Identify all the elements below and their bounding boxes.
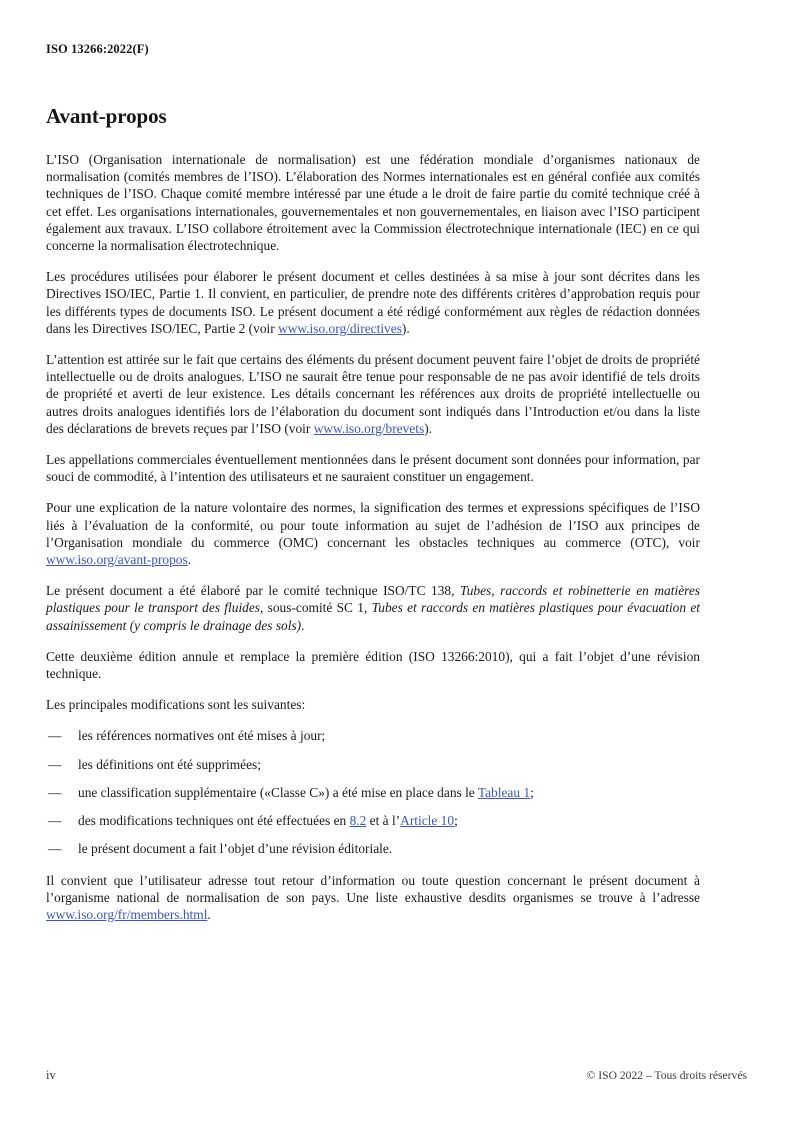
list-item-text-after: ; xyxy=(530,784,534,800)
list-item-text: les définitions ont été supprimées; xyxy=(78,756,261,772)
page-number: iv xyxy=(46,1068,56,1082)
document-content xyxy=(46,104,700,923)
paragraph-technical-committee xyxy=(46,582,700,634)
list-dash-marker: — xyxy=(48,841,62,857)
paragraph-patent-rights-text-after: ). xyxy=(424,420,432,436)
paragraph-edition-replacement: Cette deuxième édition annule et remplace la première édition (ISO 13266:2010), qui a fait l’objet d’une révision technique. xyxy=(46,648,700,682)
list-item xyxy=(46,784,700,801)
list-item-text: les références normatives ont été mises à jour; xyxy=(78,728,326,744)
list-item-text-before: des modifications techniques ont été effectuées en xyxy=(78,813,350,829)
modifications-list xyxy=(46,727,700,857)
link-clause-8-2[interactable]: 8.2 xyxy=(349,813,367,829)
link-iso-members[interactable]: www.iso.org/fr/members.html xyxy=(46,906,208,922)
paragraph-feedback-text-after: . xyxy=(207,906,211,922)
subcommittee-title-sc1: Tubes et raccords en matières plastiques pour évacuation et assainissement (y compris le drainage des sols) xyxy=(46,600,700,633)
list-item-text-middle: et à l’ xyxy=(366,813,401,829)
link-article-10[interactable]: Article 10 xyxy=(400,813,455,829)
link-iso-directives[interactable]: www.iso.org/directives xyxy=(278,320,402,336)
link-tableau-1[interactable]: Tableau 1 xyxy=(477,784,531,800)
list-dash-marker: — xyxy=(48,756,62,772)
copyright-notice: © ISO 2022 – Tous droits réservés xyxy=(586,1069,747,1082)
paragraph-modifications-intro: Les principales modifications sont les suivantes: xyxy=(46,697,306,713)
paragraph-wto-tbt-text-before: Pour une explication de la nature volontaire des normes, la signification des termes et expressions spécifiques de l’ISO liés à l’évaluation de la conformité, ou pour toute information au sujet de l’adhésion de l’ISO aux principes de l’Organisation mondiale du commerce (OMC) concernant les obstacles techniques au commerce (OTC), voir xyxy=(46,500,700,550)
paragraph-wto-tbt-text-after: . xyxy=(187,552,192,568)
paragraph-wto-tbt xyxy=(46,499,700,568)
list-item-text: le présent document a fait l’objet d’une révision éditoriale. xyxy=(78,841,393,857)
paragraph-procedures-text-before: Les procédures utilisées pour élaborer le présent document et celles destinées à sa mise à jour sont décrites dans les Directives ISO/IEC, Partie 1. Il convient, en particulier, de prendre note des différents critères d’approbation requis pour les différents types de documents ISO. Le présent document a été rédigé conformément aux règles de rédaction données dans les Directives ISO/IEC, Partie 2 (voir xyxy=(46,269,700,336)
link-iso-brevets[interactable]: www.iso.org/brevets xyxy=(313,420,425,436)
link-iso-avant-propos[interactable]: www.iso.org/avant-propos xyxy=(46,552,188,568)
paragraph-procedures-text-after: ). xyxy=(401,320,410,336)
paragraph-trade-names: Les appellations commerciales éventuellement mentionnées dans le présent document sont données pour information, par souci de commodité, à l’intention des utilisateurs et ne sauraient constituer un engagement. xyxy=(46,452,700,485)
committee-text-segment-3: . xyxy=(301,617,305,633)
page-footer xyxy=(46,1068,747,1083)
committee-text-segment-2: , sous-comité SC 1, xyxy=(260,600,372,616)
paragraph-feedback-text-before: Il convient que l’utilisateur adresse tout retour d’information ou toute question concernant le présent document à l’organisme national de normalisation de son pays. Une liste exhaustive desdits organismes se trouve à l’adresse xyxy=(46,872,700,905)
list-item xyxy=(46,756,700,773)
document-header-reference: ISO 13266:2022(F) xyxy=(46,42,149,56)
paragraph-patent-rights xyxy=(46,351,700,437)
list-item-text-before: une classification supplémentaire («Classe C») a été mise en place dans le xyxy=(78,784,478,800)
list-item xyxy=(46,840,700,857)
list-dash-marker: — xyxy=(48,784,62,800)
committee-title-tc138: Tubes, raccords et robinetterie en matières plastiques pour le transport des fluides xyxy=(46,583,701,616)
paragraph-procedures xyxy=(46,268,700,337)
list-item-text-after: ; xyxy=(454,813,458,829)
paragraph-feedback xyxy=(46,872,700,924)
list-dash-marker: — xyxy=(48,728,62,744)
list-dash-marker: — xyxy=(48,813,62,829)
list-item xyxy=(46,727,700,744)
list-item xyxy=(46,812,700,829)
paragraph-patent-rights-text-before: L’attention est attirée sur le fait que certains des éléments du présent document peuvent faire l’objet de droits de propriété intellectuelle ou de droits analogues. L’ISO ne saurait être tenue pour responsable de ne pas avoir identifié de tels droits de propriété et averti de leur existence. Les détails concernant les références aux droits de propriété intellectuelle ou autres droits analogues identifiés lors de l’élaboration du document sont indiqués dans l’Introduction et/ou dans la liste des déclarations de brevets reçues par l’ISO (voir xyxy=(46,352,700,436)
committee-text-segment-1: Le présent document a été élaboré par le comité technique ISO/TC 138, xyxy=(46,583,460,599)
page-title: Avant-propos xyxy=(46,104,167,128)
paragraph-iso-description: L’ISO (Organisation internationale de normalisation) est une fédération mondiale d’organismes nationaux de normalisation (comités membres de l’ISO). L’élaboration des Normes internationales est en général confiée aux comités techniques de l’ISO. Chaque comité membre intéressé par une étude a le droit de faire partie du comité technique créé à cet effet. Les organisations internationales, gouvernementales et non gouvernementales, en liaison avec l’ISO participent également aux travaux. L’ISO collabore étroitement avec la Commission électrotechnique internationale (IEC) en ce qui concerne la normalisation électrotechnique. xyxy=(46,152,700,254)
